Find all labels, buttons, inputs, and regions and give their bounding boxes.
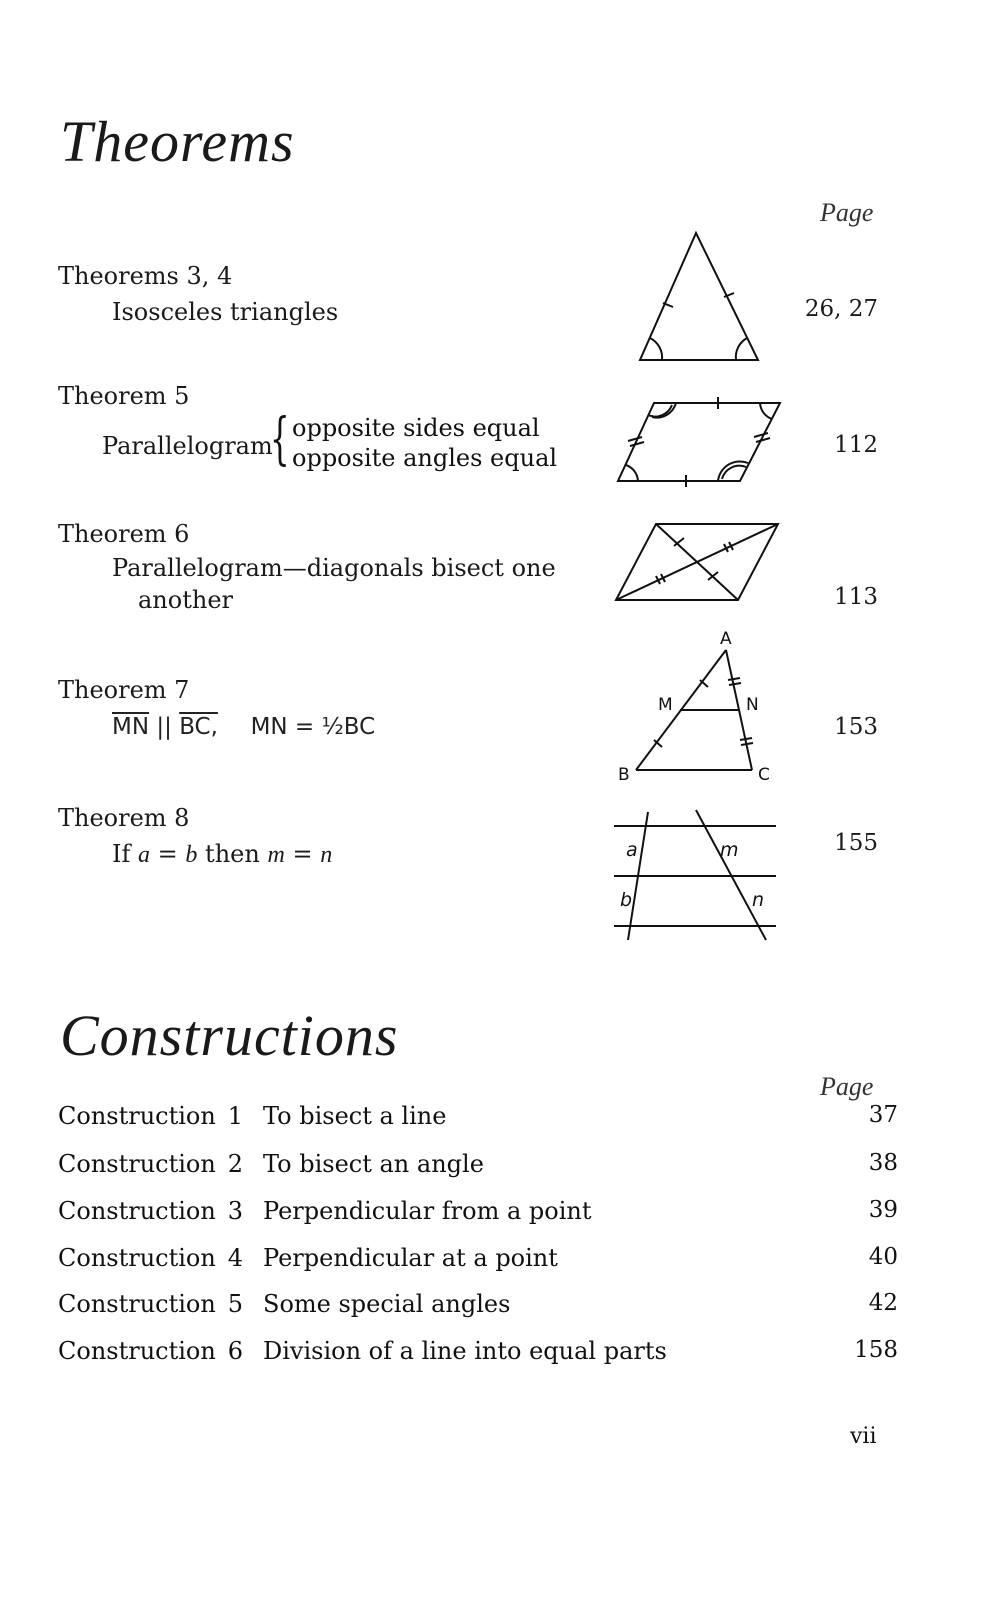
construction-page: 37 <box>868 1102 898 1128</box>
parallelogram-diagonals-diagram <box>612 518 792 608</box>
construction-label: Construction <box>58 1197 216 1225</box>
theorem-8-statement <box>112 840 332 869</box>
equals-1: = <box>157 840 178 868</box>
construction-desc: To bisect an angle <box>263 1150 484 1178</box>
construction-label: Construction <box>58 1102 216 1130</box>
construction-label: Construction <box>58 1150 216 1178</box>
vertex-a-label: A <box>720 629 732 649</box>
construction-row <box>58 1102 898 1138</box>
theorem-8-title: Theorem 8 <box>58 804 190 832</box>
construction-number: 5 <box>227 1290 243 1318</box>
segment-bc: BC, <box>179 714 218 740</box>
theorem-6-desc-line1: Parallelogram—diagonals bisect one <box>112 554 556 582</box>
intercept-b-label: b <box>620 889 633 911</box>
theorem-7-title: Theorem 7 <box>58 676 190 704</box>
construction-number: 3 <box>227 1197 243 1225</box>
theorem-5-page: 112 <box>834 432 878 458</box>
theorem-5-option-2: opposite angles equal <box>292 444 558 472</box>
theorem-6-title: Theorem 6 <box>58 520 190 548</box>
construction-number: 2 <box>227 1150 243 1178</box>
construction-desc: Division of a line into equal parts <box>263 1337 667 1365</box>
parallel-symbol: || <box>156 714 172 740</box>
page-number: vii <box>850 1424 877 1449</box>
intercept-lines-diagram <box>612 808 792 943</box>
construction-row <box>58 1150 898 1186</box>
intercept-n-label: n <box>752 889 765 911</box>
theorem-7-formula <box>112 714 375 740</box>
construction-page: 38 <box>868 1150 898 1176</box>
construction-number: 6 <box>227 1337 243 1365</box>
construction-row <box>58 1290 898 1326</box>
construction-page: 39 <box>868 1197 898 1223</box>
midline-equation: MN = ½BC <box>250 714 376 740</box>
theorem-5-title: Theorem 5 <box>58 382 190 410</box>
construction-page: 42 <box>868 1290 898 1316</box>
var-m: m <box>267 842 285 868</box>
theorem-5-desc: Parallelogram <box>102 432 273 460</box>
parallelogram-angles-diagram <box>612 395 792 490</box>
construction-desc: Perpendicular from a point <box>263 1197 592 1225</box>
isosceles-triangle-diagram <box>600 225 780 370</box>
theorem-3-4-desc: Isosceles triangles <box>112 298 339 326</box>
construction-row <box>58 1197 898 1233</box>
equals-2: = <box>292 840 313 868</box>
if-word: If <box>112 840 131 868</box>
theorem-7-page: 153 <box>834 714 878 740</box>
theorems-heading: Theorems <box>60 109 295 174</box>
intercept-a-label: a <box>626 839 638 861</box>
vertex-c-label: C <box>758 765 770 785</box>
constructions-heading: Constructions <box>60 1003 399 1068</box>
point-n-label: N <box>746 695 759 715</box>
theorem-3-4-title: Theorems 3, 4 <box>58 262 233 290</box>
theorem-6-page: 113 <box>834 584 878 610</box>
point-m-label: M <box>658 695 673 715</box>
constructions-page-label: Page <box>820 1072 874 1101</box>
var-n: n <box>320 842 333 868</box>
theorem-5-options <box>292 413 557 473</box>
construction-row <box>58 1244 898 1280</box>
theorem-8-page: 155 <box>834 830 878 856</box>
midpoint-triangle-diagram <box>614 622 794 787</box>
construction-desc: To bisect a line <box>263 1102 447 1130</box>
construction-label: Construction <box>58 1244 216 1272</box>
vertex-b-label: B <box>618 765 630 785</box>
construction-number: 4 <box>227 1244 243 1272</box>
theorems-page-label: Page <box>820 198 874 227</box>
brace-icon: { <box>270 407 290 472</box>
construction-page: 40 <box>868 1244 898 1270</box>
construction-page: 158 <box>854 1337 898 1363</box>
var-b: b <box>185 842 198 868</box>
construction-number: 1 <box>227 1102 243 1130</box>
construction-row <box>58 1337 898 1373</box>
construction-desc: Some special angles <box>263 1290 511 1318</box>
theorem-6-desc-line2: another <box>138 586 233 614</box>
construction-desc: Perpendicular at a point <box>263 1244 558 1272</box>
theorem-5-option-1: opposite sides equal <box>292 414 540 442</box>
var-a: a <box>138 842 151 868</box>
construction-label: Construction <box>58 1337 216 1365</box>
intercept-m-label: m <box>720 839 739 861</box>
segment-mn: $\overline{MN}$ <box>112 714 150 740</box>
theorem-3-4-page: 26, 27 <box>804 296 878 322</box>
construction-label: Construction <box>58 1290 216 1318</box>
then-word: then <box>205 840 260 868</box>
